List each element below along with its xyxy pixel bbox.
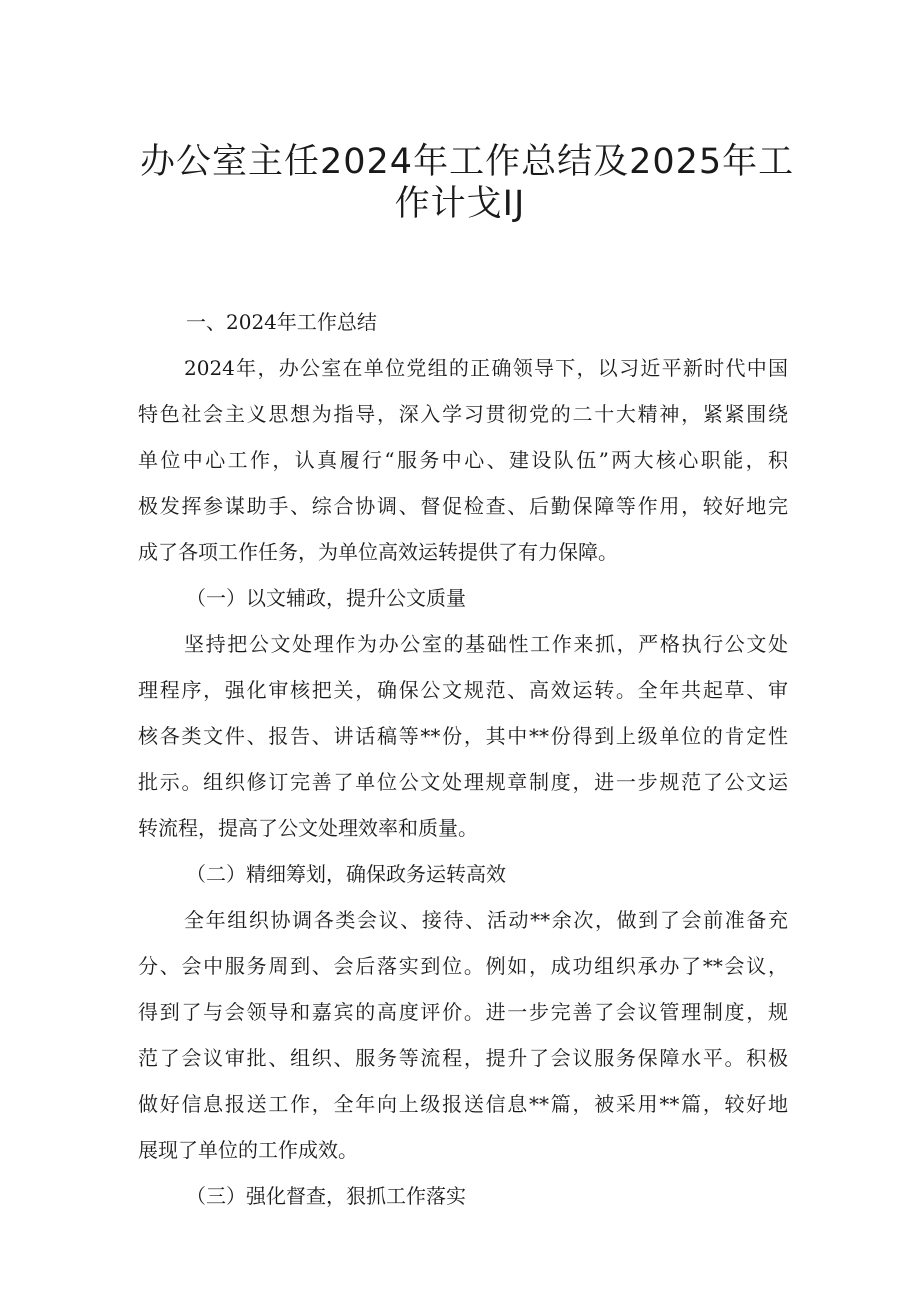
section-heading-summary: 一、2024年工作总结 [186, 310, 377, 334]
document-title-line-2: 作计戈IJ [394, 184, 526, 224]
paragraph-affairs [138, 897, 788, 1173]
paragraph-line: 坚持把公文处理作为办公室的基础性工作来抓，严格执行公文处 [184, 632, 788, 656]
paragraph-line: 转流程，提高了公文处理效率和质量。 [138, 816, 478, 840]
paragraph-line: 做好信息报送工作，全年向上级报送信息**篇，被采用**篇，较好地 [138, 1092, 788, 1116]
subsection-heading-affairs: （二）精细筹划，确保政务运转高效 [186, 862, 506, 886]
paragraph-line: 成了各项工作任务，为单位高效运转提供了有力保障。 [138, 540, 618, 564]
document-body [138, 299, 788, 1219]
paragraph-line: 全年组织协调各类会议、接待、活动**余次，做到了会前准备充 [184, 908, 788, 932]
paragraph-line: 核各类文件、报告、讲话稿等**份，其中**份得到上级单位的肯定性 [138, 724, 788, 748]
paragraph-line: 2024年，办公室在单位党组的正确领导下，以习近平新时代中国 [184, 356, 788, 380]
subsection-heading-supervision: （三）强化督查，狠抓工作落实 [186, 1184, 466, 1208]
paragraph-documents [138, 621, 788, 851]
paragraph-line: 理程序，强化审核把关，确保公文规范、高效运转。全年共起草、审 [138, 678, 788, 702]
paragraph-line: 范了会议审批、组织、服务等流程，提升了会议服务保障水平。积极 [138, 1046, 788, 1070]
subsection-heading-documents: （一）以文辅政，提升公文质量 [186, 586, 466, 610]
paragraph-line: 极发挥参谋助手、综合协调、督促检查、后勤保障等作用，较好地完 [138, 494, 788, 518]
paragraph-line: 展现了单位的工作成效。 [138, 1138, 358, 1162]
paragraph-line: 得到了与会领导和嘉宾的高度评价。进一步完善了会议管理制度，规 [138, 1000, 788, 1024]
paragraph-line: 特色社会主义思想为指导，深入学习贯彻党的二十大精神，紧紧围绕 [138, 402, 788, 426]
paragraph-line: 单位中心工作，认真履行“服务中心、建设队伍”两大核心职能，积 [138, 448, 788, 472]
paragraph-line: 分、会中服务周到、会后落实到位。例如，成功组织承办了**会议， [138, 954, 788, 978]
paragraph-intro [138, 345, 788, 575]
document-title-line-1: 办公室主任2024年工作总结及2025年工 [140, 142, 795, 182]
paragraph-line: 批示。组织修订完善了单位公文处理规章制度，进一步规范了公文运 [138, 770, 788, 794]
